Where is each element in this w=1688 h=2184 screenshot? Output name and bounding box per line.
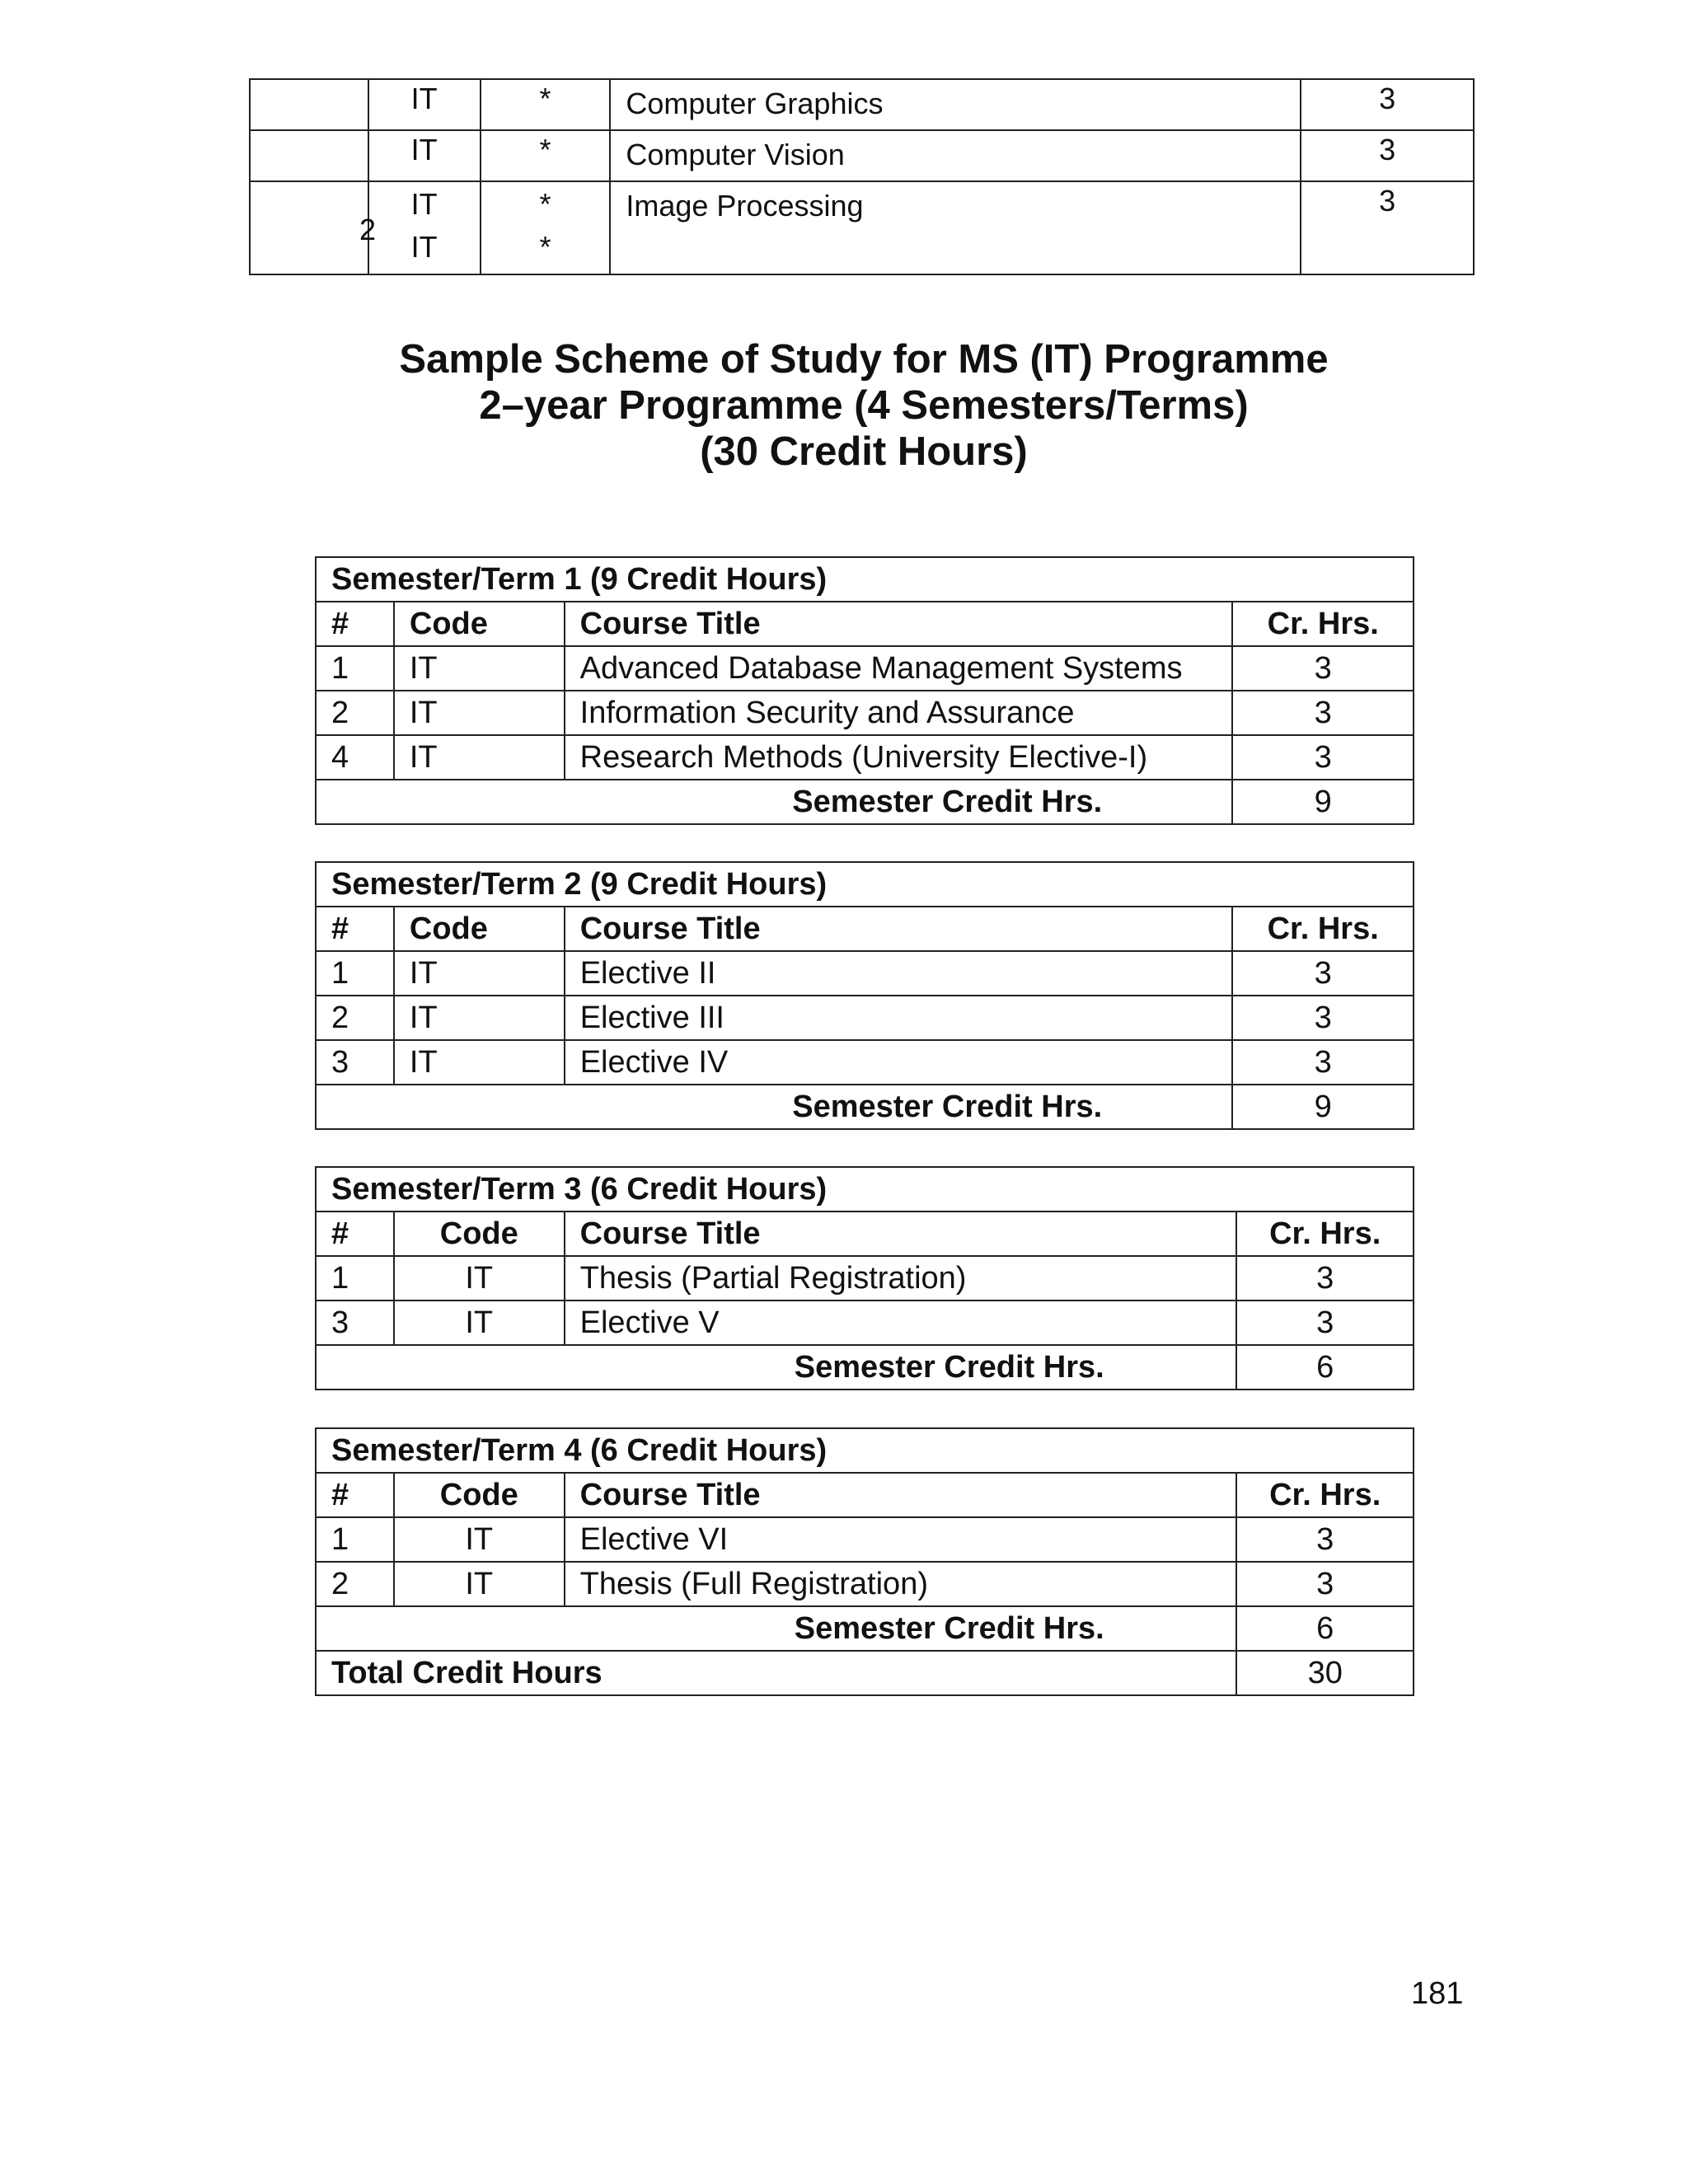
course-title-cell: Computer Vision <box>610 130 1301 181</box>
header-code: Code <box>394 907 565 951</box>
subtitle-line: (30 Credit Hours) <box>700 429 1028 474</box>
row-credit-hours: 3 <box>1236 1517 1414 1562</box>
column-header-row <box>316 907 1414 951</box>
row-credit-hours: 3 <box>1232 1040 1414 1085</box>
row-num: 4 <box>316 735 394 780</box>
credit-hours-cell: 3 <box>1301 79 1474 130</box>
semester-credit-label: Semester Credit Hrs. <box>316 780 1232 824</box>
table-row <box>250 79 1474 130</box>
row-course-title: Elective V <box>565 1301 1237 1345</box>
column-header-row <box>316 1212 1414 1256</box>
star-cell <box>481 181 611 274</box>
star-value: * <box>539 230 551 264</box>
table-row <box>250 130 1474 181</box>
num-cell <box>250 130 368 181</box>
row-num: 3 <box>316 1040 394 1085</box>
row-code: IT <box>394 1301 565 1345</box>
row-credit-hours: 3 <box>1232 996 1414 1040</box>
header-num: # <box>316 907 394 951</box>
row-course-title: Thesis (Full Registration) <box>565 1562 1237 1606</box>
semester-credit-label: Semester Credit Hrs. <box>316 1085 1232 1129</box>
row-course-title: Information Security and Assurance <box>565 691 1233 735</box>
row-code: IT <box>394 996 565 1040</box>
header-num: # <box>316 602 394 646</box>
header-credit-hours: Cr. Hrs. <box>1236 1212 1414 1256</box>
table-row <box>316 1301 1414 1345</box>
table-row <box>316 951 1414 996</box>
row-course-title: Elective IV <box>565 1040 1233 1085</box>
total-credit-value: 30 <box>1236 1651 1414 1695</box>
header-credit-hours: Cr. Hrs. <box>1236 1473 1414 1517</box>
semester-credit-value: 6 <box>1236 1606 1414 1651</box>
semester-header-row <box>316 862 1414 907</box>
row-code: IT <box>394 951 565 996</box>
row-course-title: Advanced Database Management Systems <box>565 646 1233 691</box>
header-course-title: Course Title <box>565 907 1233 951</box>
num-cell <box>250 181 368 274</box>
semester-title: Semester/Term 4 (6 Credit Hours) <box>316 1428 1414 1473</box>
table-row <box>316 1562 1414 1606</box>
star-cell: * <box>481 79 611 130</box>
semester-credit-label: Semester Credit Hrs. <box>316 1345 1236 1390</box>
row-code: IT <box>394 1517 565 1562</box>
course-title-cell: Image Processing <box>610 181 1301 274</box>
page-number: 181 <box>1411 1976 1464 2011</box>
code-cell: IT <box>368 130 481 181</box>
row-code: IT <box>394 1562 565 1606</box>
total-credit-label: Total Credit Hours <box>316 1651 1236 1695</box>
row-credit-hours: 3 <box>1236 1562 1414 1606</box>
header-course-title: Course Title <box>565 1212 1237 1256</box>
header-num: # <box>316 1473 394 1517</box>
column-header-row <box>316 1473 1414 1517</box>
row-course-title: Research Methods (University Elective-I) <box>565 735 1233 780</box>
star-cell: * <box>481 130 611 181</box>
elective-courses-table-fragment <box>249 78 1475 275</box>
semester-title: Semester/Term 1 (9 Credit Hours) <box>316 557 1414 602</box>
row-num: 1 <box>316 1517 394 1562</box>
subtitle-line: 2–year Programme (4 Semesters/Terms) <box>479 383 1249 428</box>
table-row <box>316 646 1414 691</box>
table-row <box>316 1517 1414 1562</box>
summary-row <box>316 1345 1414 1390</box>
semester-4-table <box>315 1427 1414 1696</box>
semester-credit-label: Semester Credit Hrs. <box>316 1606 1236 1651</box>
semester-title: Semester/Term 3 (6 Credit Hours) <box>316 1167 1414 1212</box>
row-num: 2 <box>316 996 394 1040</box>
summary-row <box>316 1606 1414 1651</box>
row-code: IT <box>394 691 565 735</box>
semester-credit-value: 9 <box>1232 780 1414 824</box>
semester-credit-value: 6 <box>1236 1345 1414 1390</box>
title-line: Sample Scheme of Study for MS (IT) Programme <box>399 337 1329 382</box>
credit-hours-cell: 3 <box>1301 181 1474 274</box>
header-course-title: Course Title <box>565 602 1233 646</box>
semester-2-table <box>315 861 1414 1130</box>
row-code: IT <box>394 1256 565 1301</box>
row-num: 2 <box>316 691 394 735</box>
header-course-title: Course Title <box>565 1473 1237 1517</box>
row-code: IT <box>394 1040 565 1085</box>
credit-hours-cell: 3 <box>1301 130 1474 181</box>
row-credit-hours: 3 <box>1232 646 1414 691</box>
num-cell <box>250 79 368 130</box>
table-row <box>250 181 1474 274</box>
row-num: 1 <box>316 951 394 996</box>
code-cell <box>368 181 481 274</box>
header-credit-hours: Cr. Hrs. <box>1232 907 1414 951</box>
semester-credit-value: 9 <box>1232 1085 1414 1129</box>
code-cell: IT <box>368 79 481 130</box>
row-num: 1 <box>316 646 394 691</box>
course-title-cell: Computer Graphics <box>610 79 1301 130</box>
row-num: 1 <box>316 1256 394 1301</box>
row-course-title: Elective II <box>565 951 1233 996</box>
truncated-row-number: 2 <box>359 213 377 246</box>
table-row <box>316 996 1414 1040</box>
semester-header-row <box>316 1428 1414 1473</box>
semester-header-row <box>316 557 1414 602</box>
page-title <box>0 336 1688 475</box>
row-credit-hours: 3 <box>1232 691 1414 735</box>
table-row <box>316 1256 1414 1301</box>
row-credit-hours: 3 <box>1232 951 1414 996</box>
row-num: 2 <box>316 1562 394 1606</box>
code-value: IT <box>410 230 438 264</box>
row-course-title: Thesis (Partial Registration) <box>565 1256 1237 1301</box>
row-code: IT <box>394 735 565 780</box>
row-credit-hours: 3 <box>1232 735 1414 780</box>
table-row <box>316 1040 1414 1085</box>
summary-row <box>316 780 1414 824</box>
row-course-title: Elective VI <box>565 1517 1237 1562</box>
row-credit-hours: 3 <box>1236 1301 1414 1345</box>
header-code: Code <box>394 1212 565 1256</box>
row-num: 3 <box>316 1301 394 1345</box>
semester-header-row <box>316 1167 1414 1212</box>
total-row <box>316 1651 1414 1695</box>
header-credit-hours: Cr. Hrs. <box>1232 602 1414 646</box>
semester-title: Semester/Term 2 (9 Credit Hours) <box>316 862 1414 907</box>
star-value: * <box>539 187 551 221</box>
row-code: IT <box>394 646 565 691</box>
header-code: Code <box>394 1473 565 1517</box>
row-credit-hours: 3 <box>1236 1256 1414 1301</box>
table-row <box>316 691 1414 735</box>
semester-1-table <box>315 556 1414 825</box>
summary-row <box>316 1085 1414 1129</box>
semester-3-table <box>315 1166 1414 1390</box>
header-num: # <box>316 1212 394 1256</box>
table-row <box>316 735 1414 780</box>
header-code: Code <box>394 602 565 646</box>
row-course-title: Elective III <box>565 996 1233 1040</box>
code-value: IT <box>410 187 438 221</box>
column-header-row <box>316 602 1414 646</box>
